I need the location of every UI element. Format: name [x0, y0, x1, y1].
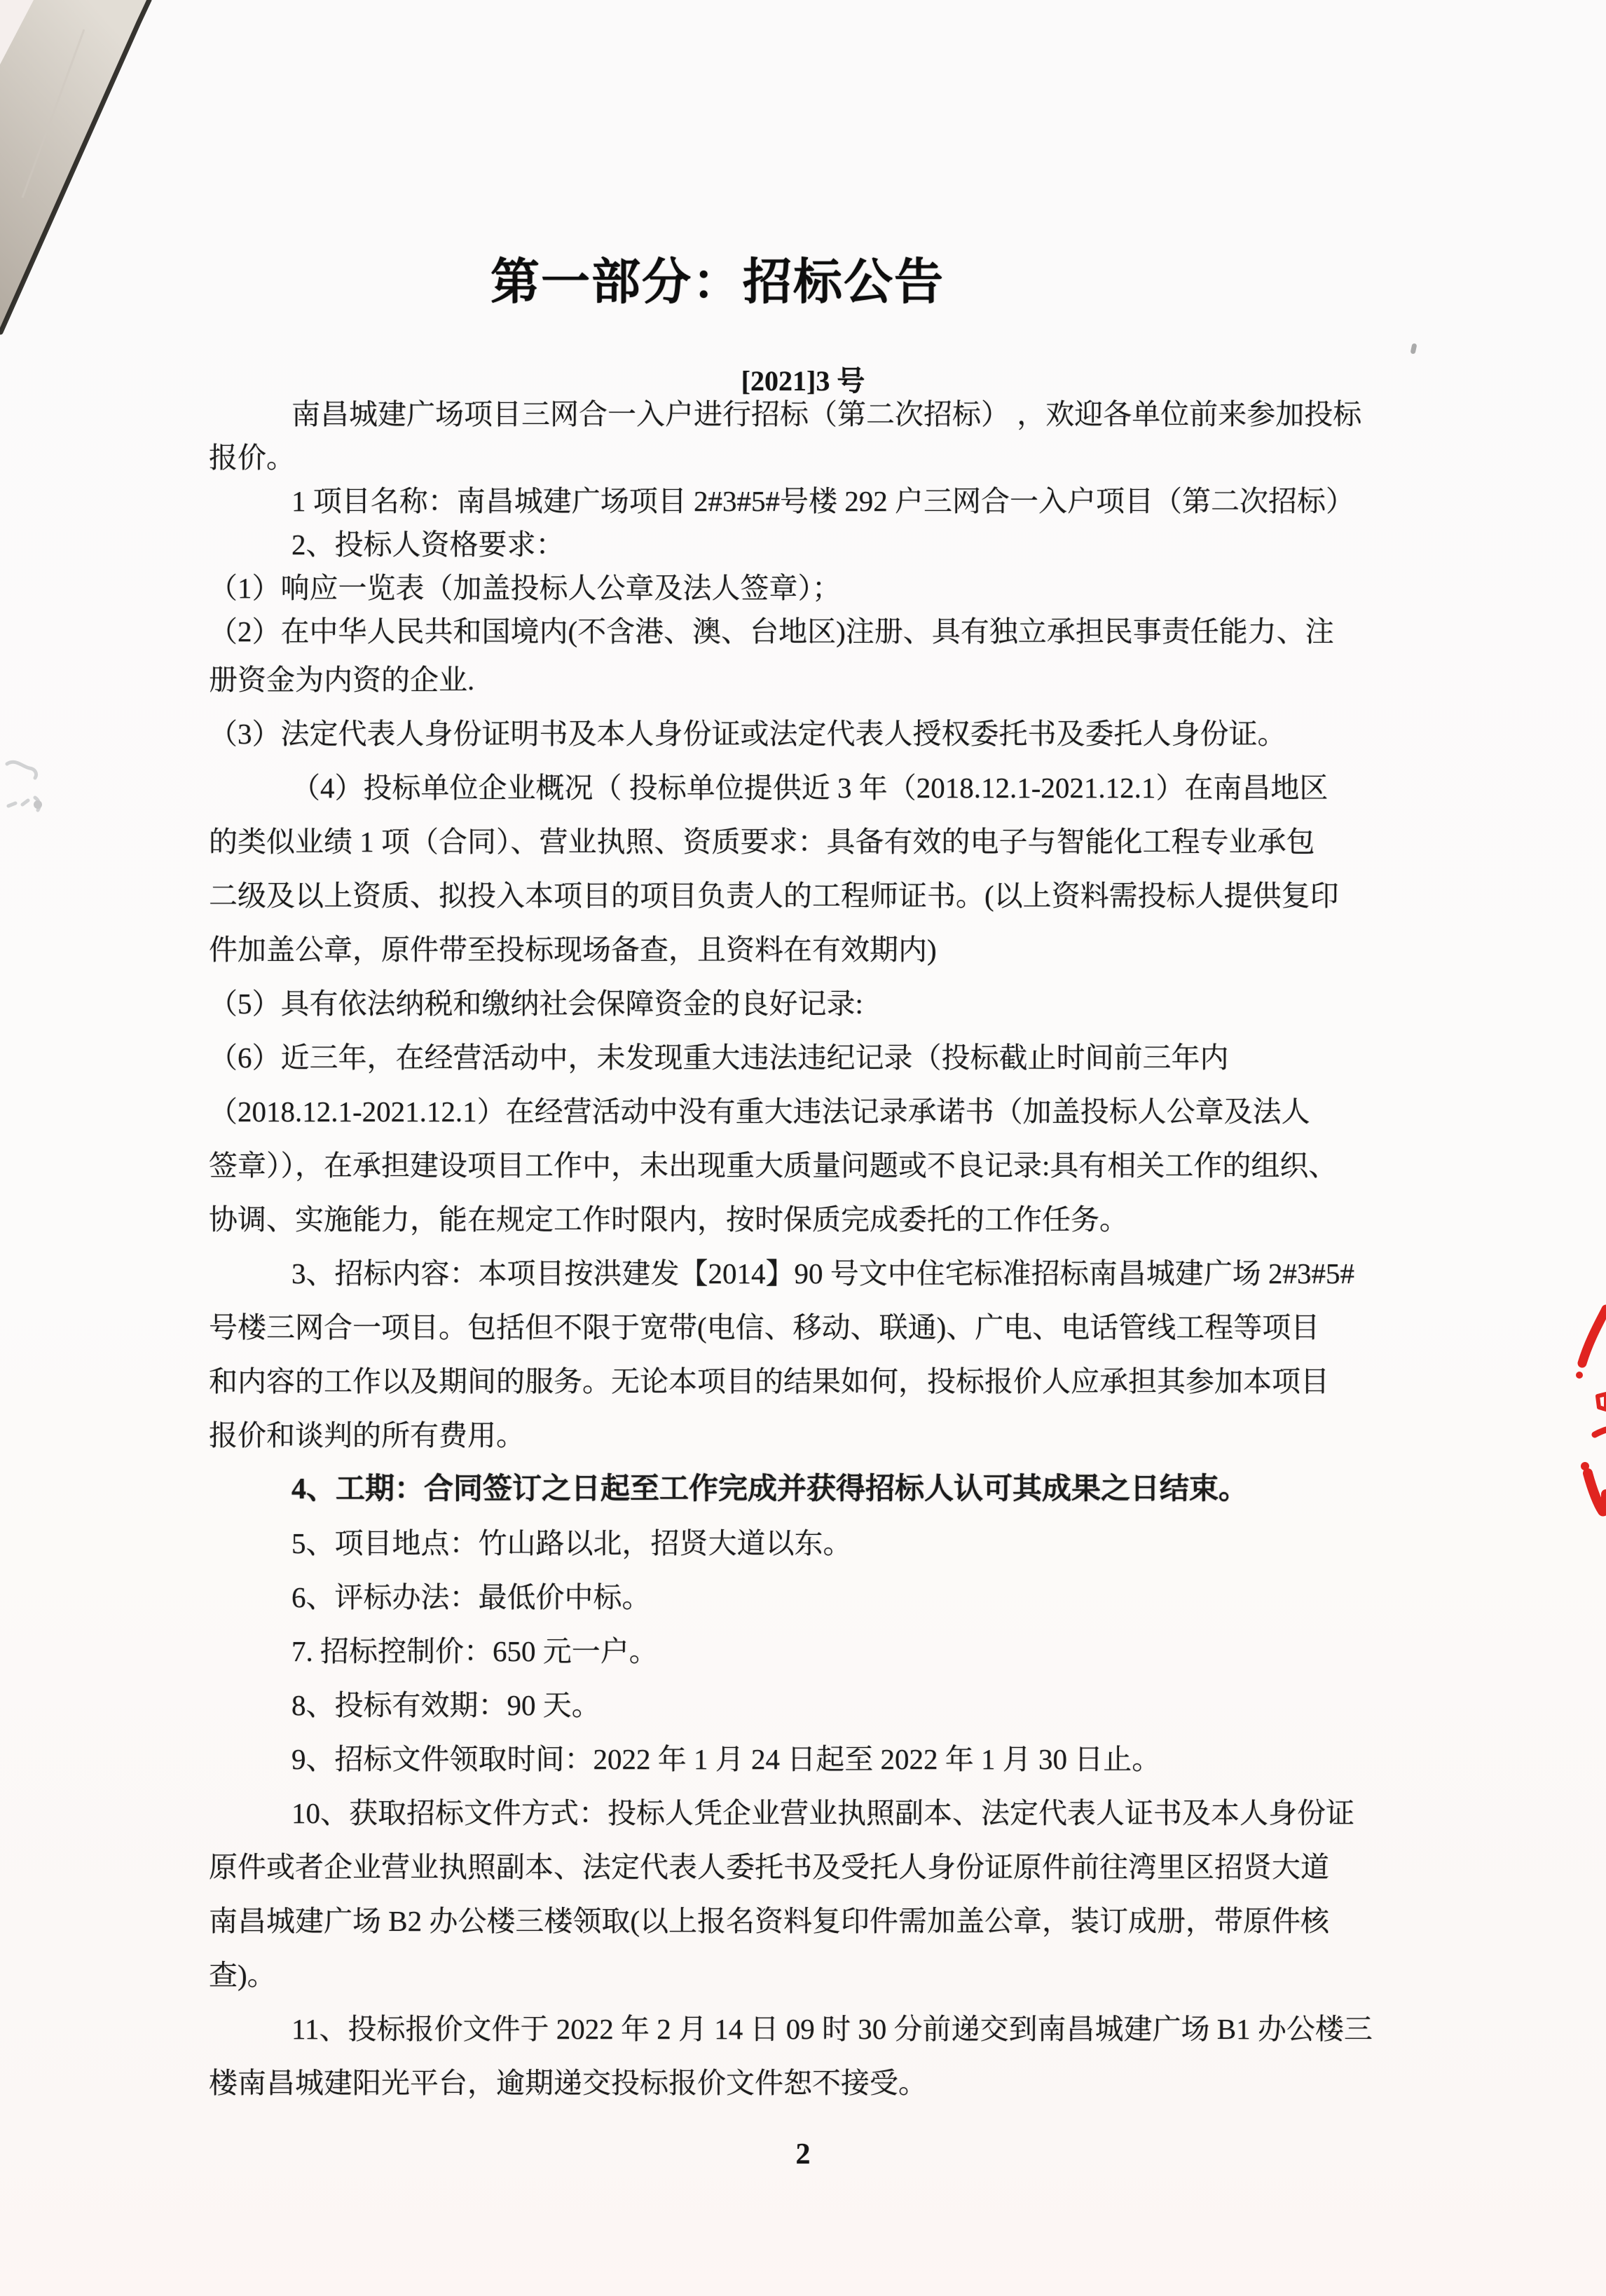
document-line: 3、招标内容：本项目按洪建发【2014】90 号文中住宅标准招标南昌城建广场 2#3#5#: [291, 1257, 1354, 1290]
document-line: 的类似业绩 1 项（合同）、营业执照、资质要求：具备有效的电子与智能化工程专业承包: [209, 826, 1315, 858]
document-line: （6）近三年，在经营活动中，未发现重大违法违纪记录（投标截止时间前三年内: [209, 1041, 1229, 1074]
document-line: （2）在中华人民共和国境内(不含港、澳、台地区)注册、具有独立承担民事责任能力、注: [209, 615, 1334, 648]
stamp-box-stroke: [1598, 1394, 1606, 1409]
document-line: 2、投标人资格要求：: [291, 528, 565, 561]
stamp-check-stroke: [1588, 1473, 1606, 1511]
document-line: 楼南昌城建阳光平台，逾期递交投标报价文件恕不接受。: [209, 2067, 927, 2099]
document-line: 查)。: [209, 1959, 276, 1991]
stamp-slash-stroke: [1582, 1309, 1606, 1363]
stamp-dash-stroke: [1595, 1430, 1606, 1435]
document-line: 号楼三网合一项目。包括但不限于宽带(电信、移动、联通)、广电、电话管线工程等项目: [209, 1311, 1320, 1344]
document-line: 报价。: [209, 442, 295, 474]
document-line: 签章）），在承担建设项目工作中，未出现重大质量问题或不良记录:具有相关工作的组织、: [209, 1149, 1338, 1182]
document-line: 1 项目名称：南昌城建广场项目 2#3#5#号楼 292 户三网合一入户项目（第二次招标）: [291, 485, 1354, 517]
document-line: 报价和谈判的所有费用。: [209, 1419, 525, 1451]
document-line: 件加盖公章，原件带至投标现场备查，且资料在有效期内): [209, 934, 937, 966]
red-stamp-fragment: [1561, 1297, 1606, 1573]
document-line: 南昌城建广场 B2 办公楼三楼领取(以上报名资料复印件需加盖公章，装订成册，带原件核: [209, 1905, 1329, 1937]
stamp-dot-1: [1576, 1372, 1583, 1379]
document-line: 6、评标办法：最低价中标。: [291, 1581, 651, 1613]
document-line: 和内容的工作以及期间的服务。无论本项目的结果如何，投标报价人应承担其参加本项目: [209, 1365, 1329, 1398]
document-line: （2018.12.1-2021.12.1）在经营活动中没有重大违法记录承诺书（加盖投标人公章及法人: [209, 1095, 1310, 1128]
document-line: 南昌城建广场项目三网合一入户进行招标（第二次招标） ，欢迎各单位前来参加投标: [291, 398, 1362, 430]
left-margin-smudge: [1, 751, 57, 828]
document-line: （3）法定代表人身份证明书及本人身份证或法定代表人授权委托书及委托人身份证。: [209, 718, 1286, 750]
page-number: 2: [795, 2138, 811, 2171]
stray-ink-dot: [1411, 343, 1418, 354]
document-line: 二级及以上资质、拟投入本项目的项目负责人的工程师证书。(以上资料需投标人提供复印: [209, 880, 1339, 912]
document-line: （4）投标单位企业概况（ 投标单位提供近 3 年（2018.12.1-2021.12.1）在南昌地区: [291, 772, 1329, 804]
document-line: 原件或者企业营业执照副本、法定代表人委托书及受托人身份证原件前往湾里区招贤大道: [209, 1851, 1329, 1883]
document-line: 11、投标报价文件于 2022 年 2 月 14 日 09 时 30 分前递交到南昌城建广场 B1 办公楼三: [291, 2013, 1373, 2045]
document-line: 协调、实施能力，能在规定工作时限内，按时保质完成委托的工作任务。: [209, 1203, 1128, 1236]
document-line: （5）具有依法纳税和缴纳社会保障资金的良好记录:: [209, 988, 863, 1020]
document-body: [209, 392, 1411, 2110]
document-title: 第一部分：招标公告: [490, 254, 945, 309]
document-line: 4、工期：合同签订之日起至工作完成并获得招标人认可其成果之日结束。: [291, 1473, 1249, 1505]
document-line: 5、项目地点：竹山路以北，招贤大道以东。: [291, 1527, 852, 1559]
document-line: 册资金为内资的企业.: [209, 664, 475, 696]
document-line: 7. 招标控制价：650 元一户。: [291, 1635, 658, 1667]
document-line: 9、招标文件领取时间：2022 年 1 月 24 日起至 2022 年 1 月 30 日止。: [291, 1743, 1161, 1775]
document-line: 8、投标有效期：90 天。: [291, 1689, 600, 1721]
document-line: （1）响应一览表（加盖投标人公章及法人签章）；: [209, 572, 841, 604]
document-number: [2021]3 号: [741, 365, 865, 397]
document-line: 10、获取招标文件方式：投标人凭企业营业执照副本、法定代表人证书及本人身份证: [291, 1797, 1354, 1829]
